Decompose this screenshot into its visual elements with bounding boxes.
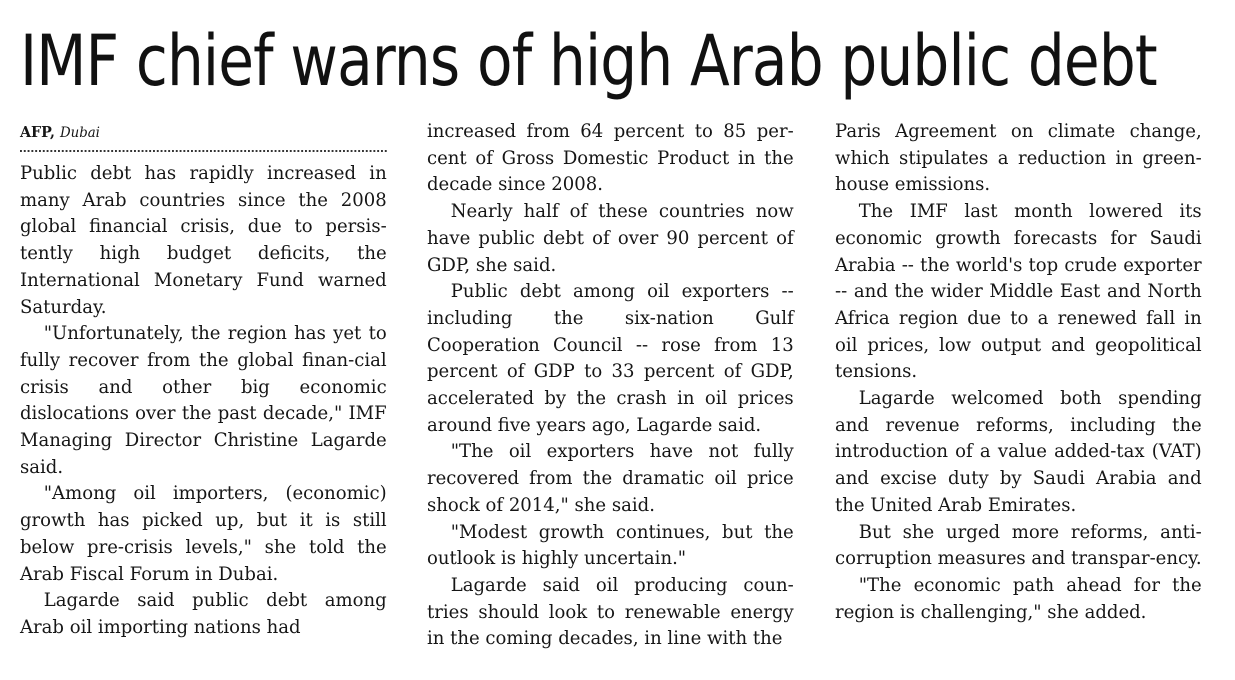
paragraph: "Among oil importers, (economic) growth has picked up, but it is still below pre-crisis levels," she told the Arab Fiscal Forum in Dubai. — [20, 482, 387, 585]
paragraph: Lagarde said public debt among Arab oil importing nations had — [20, 589, 387, 638]
article-column-3 — [835, 118, 1202, 625]
article-column-1 — [20, 118, 387, 641]
paragraph: Public debt has rapidly increased in many Arab countries since the 2008 global financial crisis, due to persis-tently high budget deficits, the International Monetary Fund warned Saturday. — [20, 162, 387, 318]
paragraph: But she urged more reforms, anti-corruption measures and transpar-ency. — [835, 520, 1202, 570]
paragraph: Lagarde said oil producing coun-tries should look to renewable energy in the coming decades, in line with the — [427, 573, 794, 650]
dateline: AFP, Dubai — [20, 123, 100, 141]
paragraph: The IMF last month lowered its economic growth forecasts for Saudi Arabia -- the world's top crude exporter -- and the wider Middle East and North Africa region due to a renewed fall in oil prices, low output and geopolitical tensions. — [835, 200, 1202, 383]
byline-agency: AFP — [20, 123, 51, 141]
paragraph: Nearly half of these countries now have public debt of over 90 percent of GDP, she said. — [427, 200, 794, 276]
headline: IMF chief warns of high Arab public debt — [20, 20, 1157, 102]
byline-location: Dubai — [59, 125, 100, 141]
paragraph: increased from 64 percent to 85 per-cent of Gross Domestic Product in the decade since 2008. — [427, 120, 794, 196]
paragraph: "The oil exporters have not fully recovered from the dramatic oil price shock of 2014," she said. — [427, 440, 794, 516]
paragraph: Lagarde welcomed both spending and revenue reforms, including the introduction of a value added-tax (VAT) and excise duty by Saudi Arabia and the United Arab Emirates. — [835, 387, 1202, 516]
dotted-divider — [20, 150, 387, 152]
paragraph: "Modest growth continues, but the outlook is highly uncertain." — [427, 520, 794, 570]
paragraph: "Unfortunately, the region has yet to fully recover from the global finan-cial crisis and other big economic dislocations over the past decade," IMF Managing Director Christine Lagarde said. — [20, 322, 387, 478]
paragraph: Public debt among oil exporters -- including the six-nation Gulf Cooperation Council -- rose from 13 percent of GDP to 33 percent of GDP, accelerated by the crash in oil prices around five years ago, Lagarde said. — [427, 280, 794, 436]
article-column-2 — [427, 118, 794, 652]
paragraph: "The economic path ahead for the region is challenging," she added. — [835, 573, 1202, 623]
paragraph: Paris Agreement on climate change, which stipulates a reduction in green-house emissions. — [835, 120, 1202, 196]
